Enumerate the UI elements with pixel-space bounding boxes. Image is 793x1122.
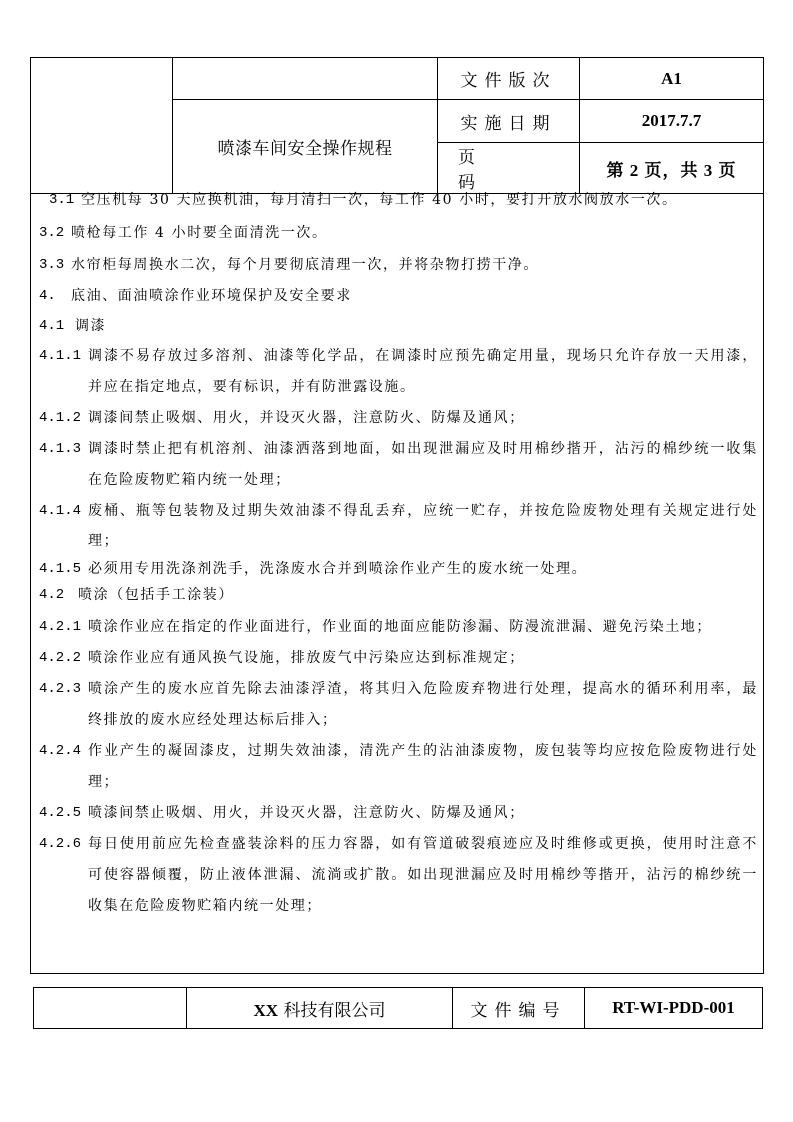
item-number: 4.2.2 xyxy=(39,650,82,666)
item-number: 4.2.6 xyxy=(39,836,82,852)
item-number: 4.1.4 xyxy=(39,503,82,519)
item-number: 3.3 xyxy=(39,257,65,273)
version-label: 文件版次 xyxy=(438,58,580,100)
item-text: 喷涂产生的废水应首先除去油漆浮渣，将其归入危险废弃物进行处理，提高水的循环利用率，最 xyxy=(88,681,758,697)
section-number: 4. xyxy=(39,288,56,304)
item-text: 空压机每 30 天应换机油，每月清扫一次，每工作 40 小时，要打开放水阀放水一次。 xyxy=(81,192,678,208)
item-text: 调漆间禁止吸烟、用火，并设灭火器，注意防火、防爆及通风； xyxy=(88,410,525,426)
item-text: 每日使用前应先检查盛装涂料的压力容器，如有管道破裂痕迹应及时维修或更换，使用时注意不 xyxy=(88,836,758,852)
effective-date-value: 2017.7.7 xyxy=(580,100,764,143)
item-text-continued: 理； xyxy=(88,774,120,790)
document-header-table xyxy=(30,57,764,194)
doc-number-value: RT-WI-PDD-001 xyxy=(585,988,763,1029)
item-text: 必须用专用洗涤剂洗手，洗涤废水合并到喷涂作业产生的废水统一处理。 xyxy=(88,561,588,577)
item-text: 作业产生的凝固漆皮，过期失效油漆，清洗产生的沾油漆废物，废包装等均应按危险废物进行处 xyxy=(88,743,758,759)
effective-date-label: 实施日期 xyxy=(438,100,580,143)
subsection-heading: 调漆 xyxy=(75,318,107,334)
item-number: 4.1.1 xyxy=(39,348,82,364)
item-text: 喷漆间禁止吸烟、用火，并设灭火器，注意防火、防爆及通风； xyxy=(88,805,525,821)
subsection-number: 4.1 xyxy=(39,318,65,334)
item-number: 4.2.1 xyxy=(39,619,82,635)
document-body xyxy=(30,184,764,974)
item-number: 4.2.3 xyxy=(39,681,82,697)
footer-blank-cell xyxy=(34,988,187,1029)
item-text: 废桶、瓶等包装物及过期失效油漆不得乱丢弃，应统一贮存，并按危险废物处理有关规定进行处 xyxy=(88,503,758,519)
item-number: 4.1.5 xyxy=(39,561,82,577)
item-text: 调漆时禁止把有机溶剂、油漆洒落到地面，如出现泄漏应及时用棉纱揩开，沾污的棉纱统一收集 xyxy=(88,441,758,457)
subsection-heading: 喷涂（包括手工涂装） xyxy=(78,587,234,603)
item-text-continued: 理； xyxy=(88,533,120,549)
item-number: 4.1.3 xyxy=(39,441,82,457)
item-text: 喷涂作业应在指定的作业面进行，作业面的地面应能防渗漏、防漫流泄漏、避免污染土地； xyxy=(88,619,712,635)
item-text: 喷涂作业应有通风换气设施，排放废气中污染应达到标准规定； xyxy=(88,650,525,666)
company-prefix: XX xyxy=(253,1000,279,1020)
document-footer-table xyxy=(33,987,763,1029)
page-value: 第 2 页，共 3 页 xyxy=(580,143,764,194)
item-text-continued: 可使容器倾覆，防止液体泄漏、流淌或扩散。如出现泄漏应及时用棉纱等揩开，沾污的棉纱统一 xyxy=(88,867,758,883)
item-text: 水帘柜每周换水二次，每个月要彻底清理一次，并将杂物打捞干净。 xyxy=(71,257,539,273)
item-text: 调漆不易存放过多溶剂、油漆等化学品，在调漆时应预先确定用量，现场只允许存放一天用漆， xyxy=(88,348,758,364)
logo-cell xyxy=(31,58,173,194)
item-number: 3.2 xyxy=(39,225,65,241)
version-value: A1 xyxy=(580,58,764,100)
item-number: 3.1 xyxy=(49,192,75,208)
item-text-continued: 在危险废物贮箱内统一处理； xyxy=(88,472,291,488)
header-blank-cell xyxy=(173,58,438,100)
item-number: 4.2.5 xyxy=(39,805,82,821)
item-text-continued: 终排放的废水应经处理达标后排入； xyxy=(88,712,338,728)
item-number: 4.1.2 xyxy=(39,410,82,426)
section-heading: 底油、面油喷涂作业环境保护及安全要求 xyxy=(71,288,352,304)
doc-number-label: 文件编号 xyxy=(453,988,585,1029)
item-text-continued: 并应在指定地点，要有标识，并有防泄露设施。 xyxy=(88,379,416,395)
item-text: 喷枪每工作 4 小时要全面清洗一次。 xyxy=(71,225,328,241)
company-name xyxy=(187,988,453,1029)
subsection-number: 4.2 xyxy=(39,587,65,603)
item-text-continued: 收集在危险废物贮箱内统一处理； xyxy=(88,898,322,914)
page-label: 页码 xyxy=(438,143,580,194)
document-title: 喷漆车间安全操作规程 xyxy=(173,100,438,194)
item-number: 4.2.4 xyxy=(39,743,82,759)
company-suffix: 科技有限公司 xyxy=(278,1000,386,1021)
